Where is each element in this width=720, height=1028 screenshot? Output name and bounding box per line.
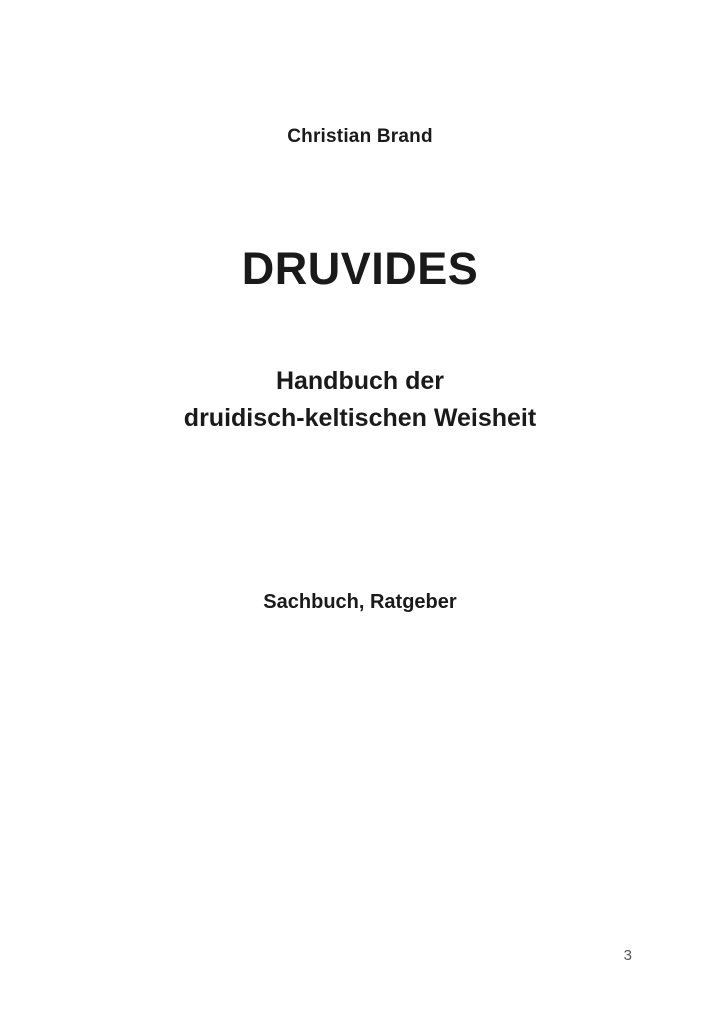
subtitle-line-2: druidisch-keltischen Weisheit — [183, 404, 537, 432]
subtitle-line-1: Handbuch der — [275, 367, 445, 395]
book-subtitle — [0, 363, 720, 437]
author-name: Christian Brand — [287, 126, 433, 147]
page-number: 3 — [623, 947, 632, 964]
book-title: DRUVIDES — [241, 243, 479, 294]
genre-label: Sachbuch, Ratgeber — [263, 591, 457, 613]
